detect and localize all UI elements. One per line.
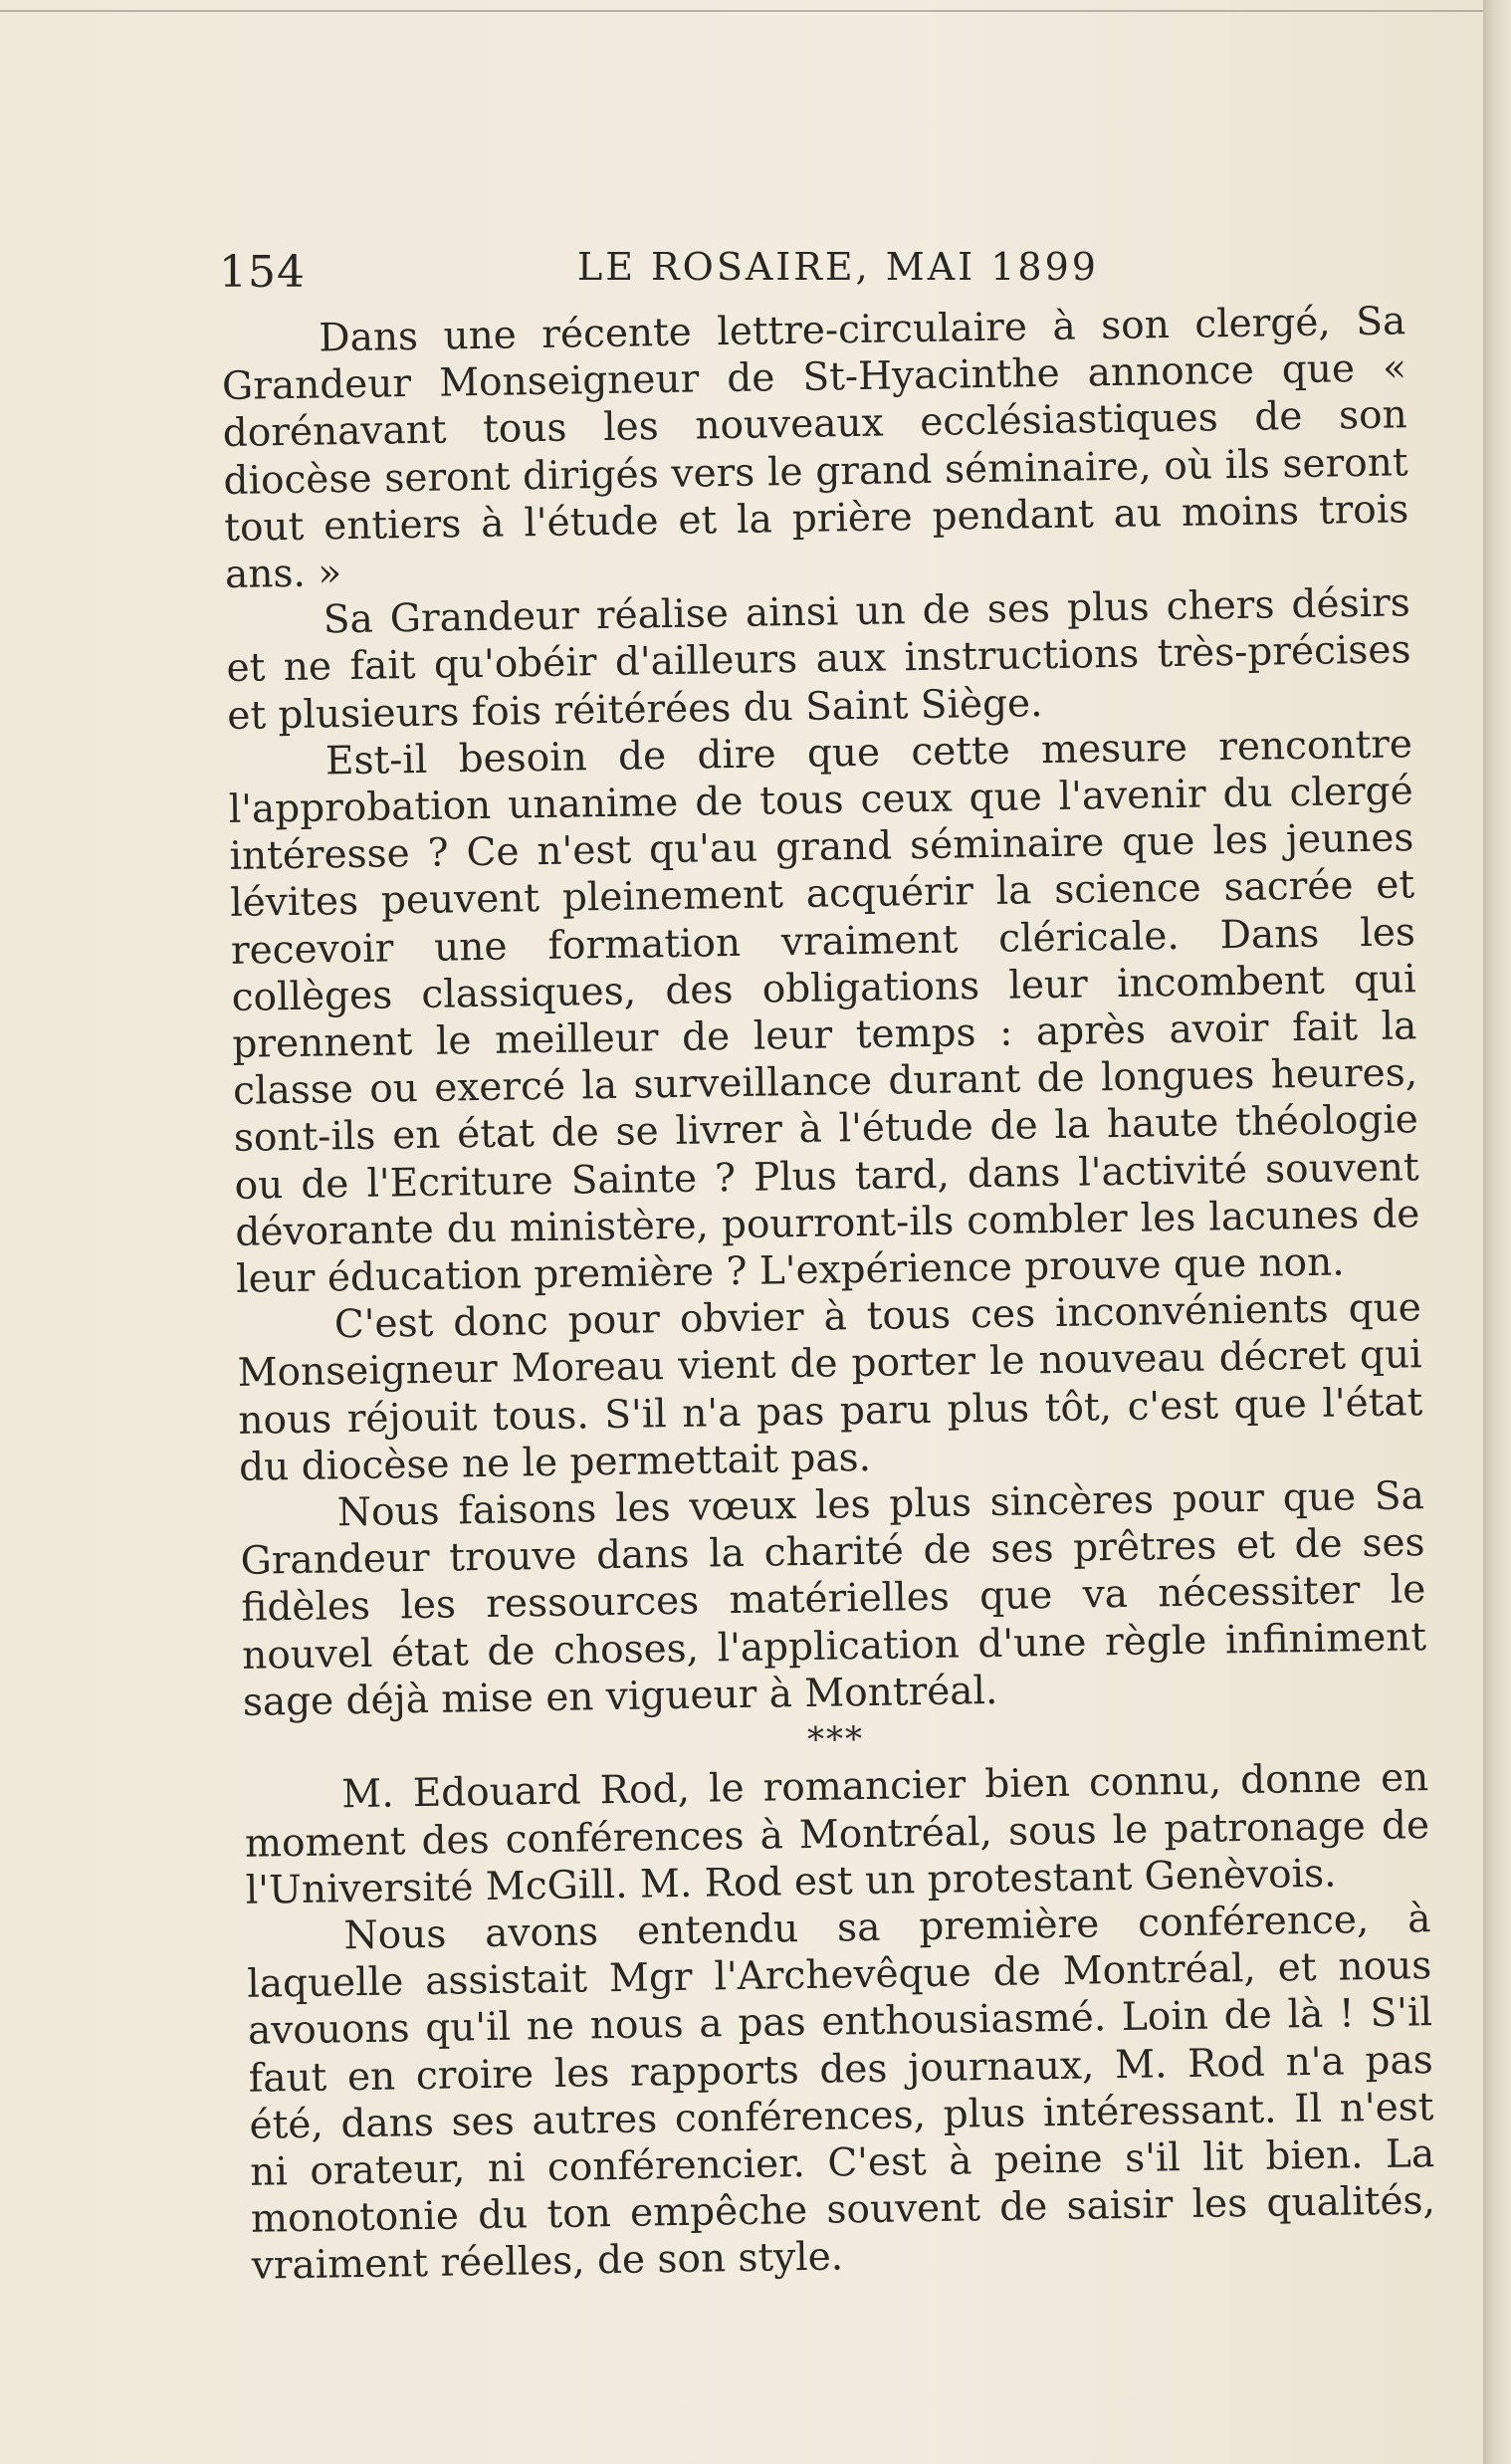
article-text [221,298,1436,2290]
paragraph-7: Nous avons entendu sa première conférence, à laquelle assistait Mgr l'Archevêque de Montréal, et nous avouons qu'il ne nous a pas enthousiasmé. Loin de là ! S'il faut en croire les rapports des journaux, M. Rod n'a pas été, dans ses autres conférences, plus intéressant. Il n'est ni orateur, ni conférencier. C'est à peine s'il lit bien. La monotonie du ton empêche souvent de saisir les qualités, vraiment réelles, de son style. [246,1897,1436,2290]
paragraph-4: C'est donc pour obvier à tous ces inconvénients que Monseigneur Moreau vient de porter le nouveau décret qui nous réjouit tous. S'il n'a pas paru plus tôt, c'est que l'état du diocèse ne le permettait pas. [237,1285,1423,1490]
section-separator: *** [806,1719,865,1761]
page-edge-shadow [1483,0,1511,2464]
page-number: 154 [219,247,306,298]
top-rule [0,10,1483,12]
paragraph-5: Nous faisons les vœux les plus sincères pour que Sa Grandeur trouve dans la charité de ses prêtres et de ses fidèles les ressources matérielles que va nécessiter le nouvel état de choses, l'application d'une règle infiniment sage déjà mise en vigueur à Montréal. [240,1473,1427,1725]
paragraph-1: Dans une récente lettre-circulaire à son clergé, Sa Grandeur Monseigneur de St-Hyacinthe annonce que « dorénavant tous les nouveaux ecclésiastiques de son diocèse seront dirigés vers le grand séminaire, où ils seront tout entiers à l'étude et la prière pendant au moins trois ans. » [221,299,1409,597]
paragraph-3: Est-il besoin de dire que cette mesure rencontre l'approbation unanime de tous ceux que l'avenir du clergé intéresse ? Ce n'est qu'au grand séminaire que les jeunes lévites peuvent pleinement acquérir la science sacrée et recevoir une formation vraiment cléricale. Dans les collèges classiques, des obligations leur incombent qui prennent le meilleur de leur temps : après avoir fait la classe ou exercé la surveillance durant de longues heures, sont-ils en état de se livrer à l'étude de la haute théologie ou de l'Ecriture Sainte ? Plus tard, dans l'activité souvent dévorante du ministère, pourront-ils combler les lacunes de leur éducation première ? L'expérience prouve que non. [228,722,1420,1302]
running-head: LE ROSAIRE, MAI 1899 [577,245,1099,289]
paragraph-6: M. Edouard Rod, le romancier bien connu, donne en moment des conférences à Montréal, sous le patronage de l'Université McGill. M. Rod est un protestant Genèvois. [244,1755,1430,1913]
paragraph-2: Sa Grandeur réalise ainsi un de ses plus chers désirs et ne fait qu'obéir d'ailleurs aux instructions très-précises et plusieurs fois réitérées du Saint Siège. [226,580,1411,739]
